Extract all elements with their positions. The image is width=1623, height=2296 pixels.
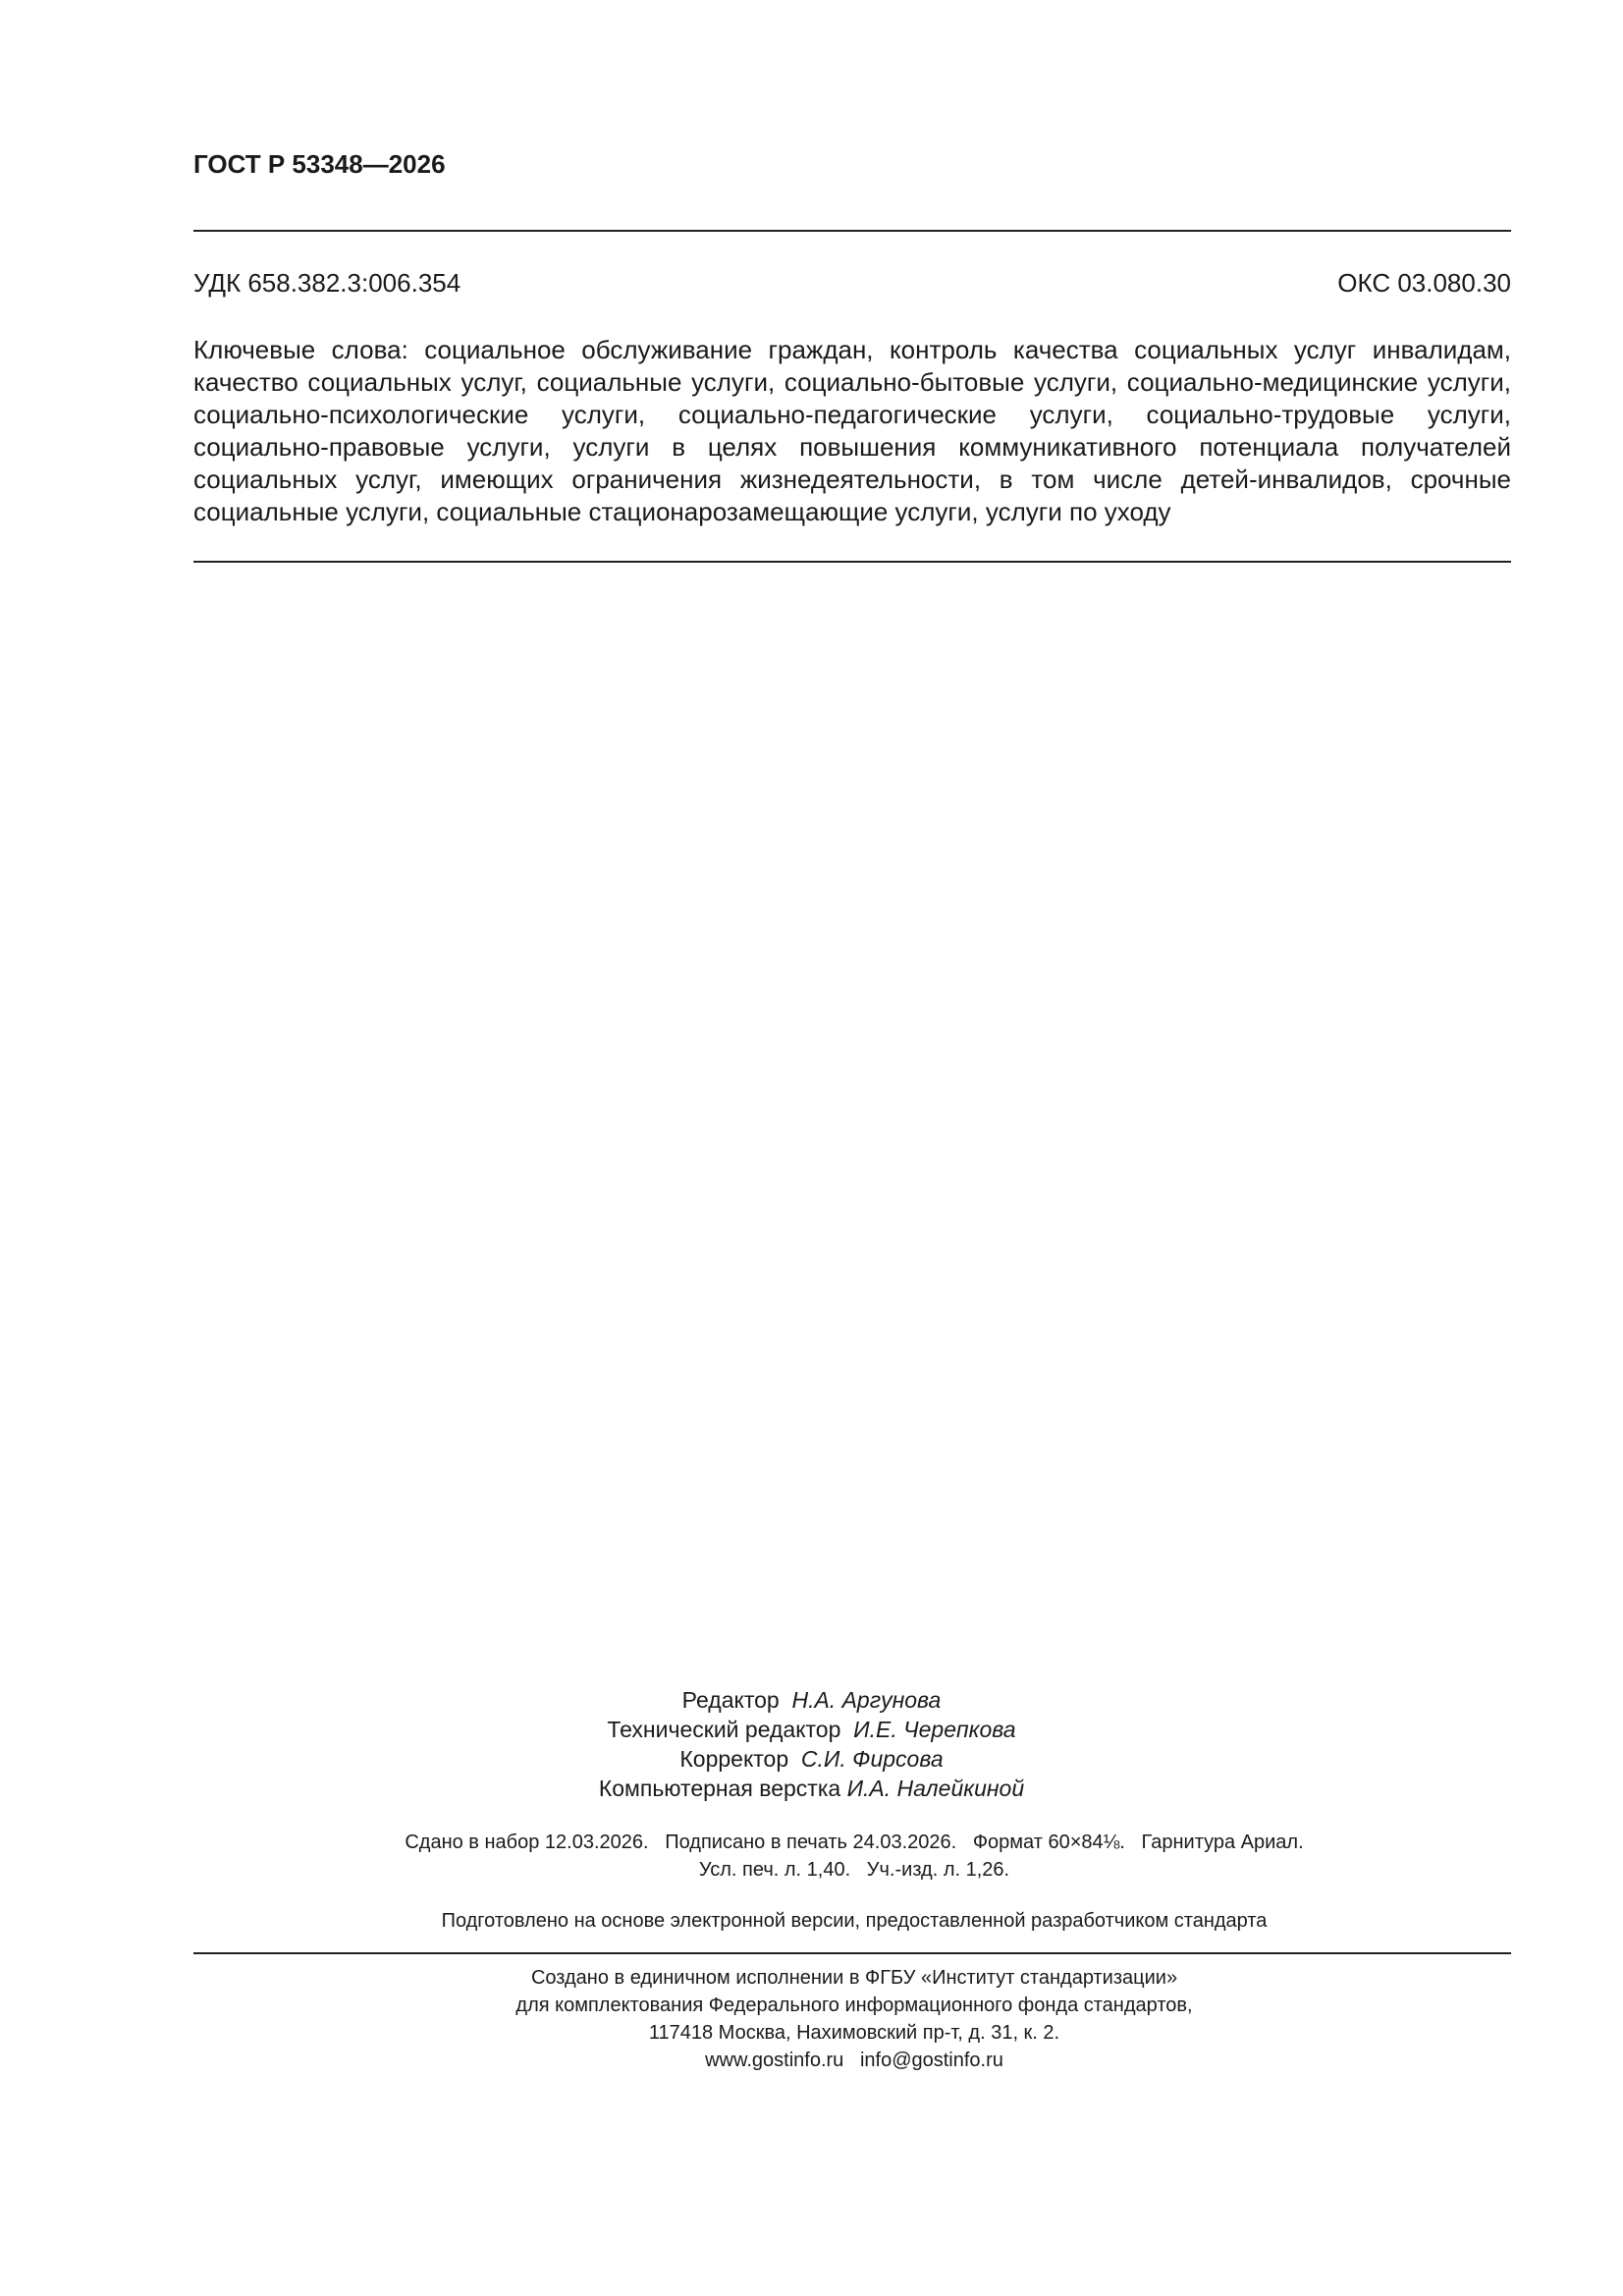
publisher-divider [193,1952,1511,1954]
credit-editor [0,1685,1623,1715]
document-code: ГОСТ Р 53348—2026 [193,149,446,179]
keywords-paragraph: Ключевые слова: социальное обслуживание граждан, контроль качества социальных услуг инвалидам, качество социальных услуг, социальные услуги, социально-бытовые услуги, социально-медицинские услуги, социально-психологические услуги, социально-педагогические услуги, социально-трудовые услуги, социально-правовые услуги, услуги в целях повышения коммуникативного потенциала получателей социальных услуг, имеющих ограничения жизнедеятельности, в том числе детей-инвалидов, срочные социальные услуги, социальные стационарозамещающие услуги, услуги по уходу [193,335,1511,526]
top-divider [193,230,1511,232]
imprint-line: Сдано в набор 12.03.2026. Подписано в печать 24.03.2026. Формат 60×84⅛. Гарнитура Ариал. [405,1831,1304,1853]
credit-role: Компьютерная верстка [598,1776,841,1801]
prepared-note: Подготовлено на основе электронной версии, предоставленной разработчиком стандарта [441,1910,1268,1932]
credit-role: Технический редактор [607,1717,841,1742]
credit-name: И.А. Налейкиной [846,1776,1025,1801]
imprint-block [0,1829,1623,1884]
udk-code: УДК 658.382.3:006.354 [193,268,461,298]
credit-name: Н.А. Аргунова [791,1687,942,1713]
oks-code: ОКС 03.080.30 [1337,268,1511,298]
credit-name: И.Е. Черепкова [853,1717,1016,1742]
credit-name: С.И. Фирсова [800,1746,944,1772]
credit-layout [0,1774,1623,1803]
credit-role: Редактор [681,1687,780,1713]
publisher-block [0,1964,1623,2074]
credit-proofreader [0,1744,1623,1774]
publisher-line: 117418 Москва, Нахимовский пр-т, д. 31, к. 2. [648,2022,1060,2044]
publisher-line: www.gostinfo.ru info@gostinfo.ru [705,2050,1003,2071]
credit-role: Корректор [679,1746,789,1772]
imprint-line: Усл. печ. л. 1,40. Уч.-изд. л. 1,26. [698,1859,1010,1881]
credit-tech-editor [0,1715,1623,1744]
credits-block [0,1685,1623,1803]
publisher-line: для комплектования Федерального информационного фонда стандартов, [515,1995,1193,2016]
publisher-line: Создано в единичном исполнении в ФГБУ «Институт стандартизации» [530,1967,1178,1989]
keywords-divider [193,561,1511,563]
